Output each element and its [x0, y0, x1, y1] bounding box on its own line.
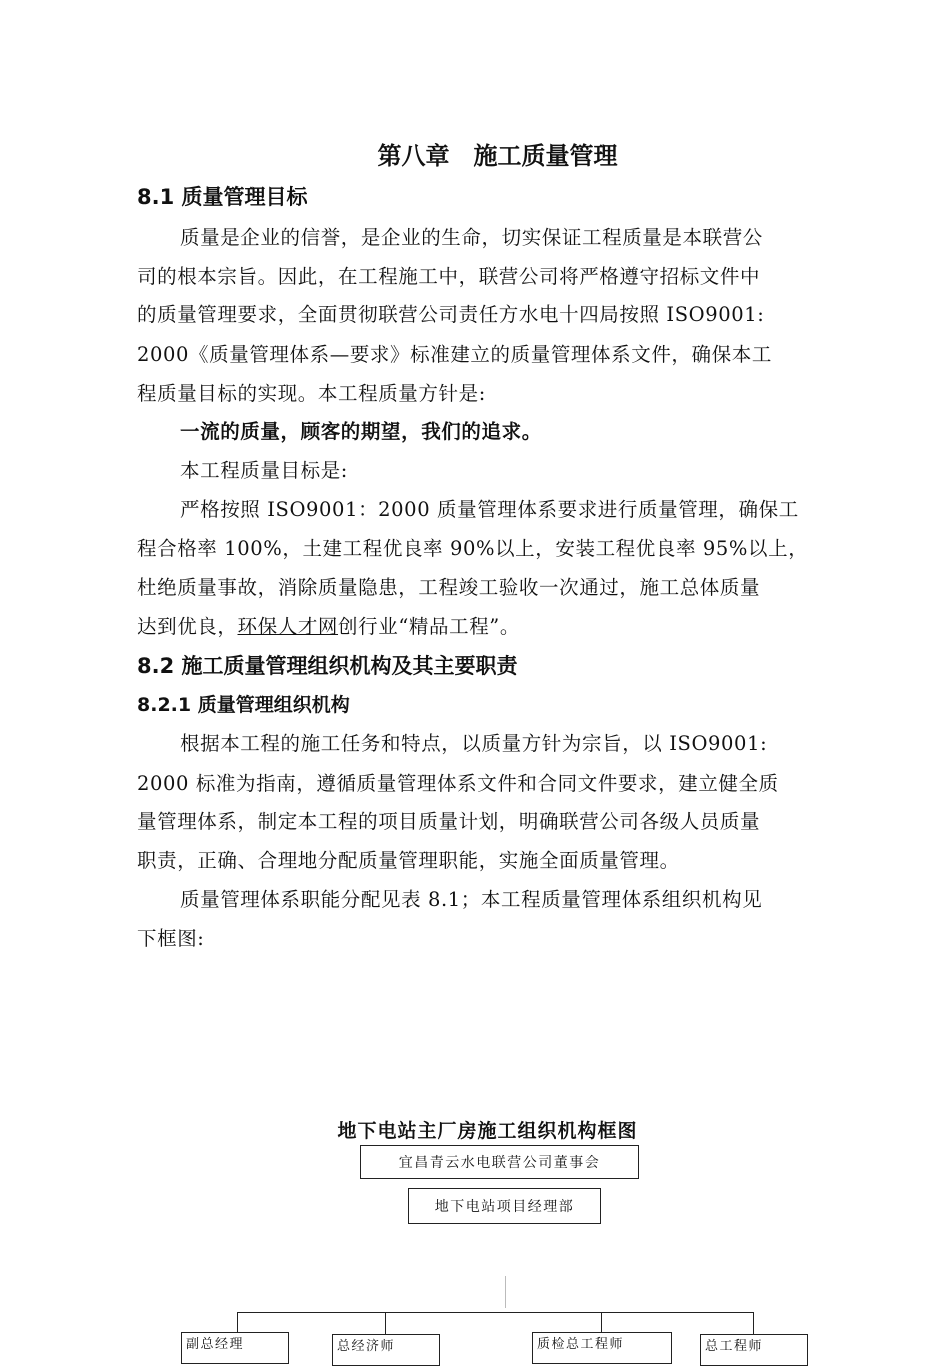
- connector-drop: [753, 1312, 754, 1334]
- section-heading-8-1: 8.1 质量管理目标: [137, 185, 308, 209]
- paragraph-line: 下框图:: [137, 927, 205, 950]
- paragraph-line: 质量管理体系职能分配见表 8.1；本工程质量管理体系组织机构见: [180, 888, 763, 911]
- org-box-project-dept: 地下电站项目经理部: [408, 1188, 601, 1224]
- paragraph-line: 量管理体系，制定本工程的项目质量计划，明确联营公司各级人员质量: [137, 810, 761, 833]
- connector-drop: [237, 1312, 238, 1332]
- org-box-chief-economist: 总经济师: [332, 1334, 440, 1366]
- paragraph-line: 程质量目标的实现。本工程质量方针是:: [137, 382, 486, 405]
- paragraph-line: 2000 标准为指南，遵循质量管理体系文件和合同文件要求，建立健全质: [137, 772, 779, 795]
- paragraph-line: [137, 611, 520, 639]
- paragraph-line: 根据本工程的施工任务和特点，以质量方针为宗旨，以 ISO9001:: [180, 732, 768, 755]
- line-prefix: 达到优良，: [137, 615, 238, 638]
- subsection-heading-8-2-1: 8.2.1 质量管理组织机构: [137, 694, 350, 716]
- org-box-board: 宜昌青云水电联营公司董事会: [360, 1145, 639, 1179]
- org-box-chief-engineer: 总工程师: [700, 1334, 808, 1366]
- connector-vertical: [505, 1276, 506, 1308]
- paragraph-line: 的质量管理要求，全面贯彻联营公司责任方水电十四局按照 ISO9001:: [137, 303, 765, 326]
- paragraph-line: 程合格率 100%，土建工程优良率 90%以上，安装工程优良率 95%以上，: [137, 537, 809, 560]
- paragraph-line: 2000《质量管理体系—要求》标准建立的质量管理体系文件，确保本工: [137, 343, 772, 366]
- paragraph-line: 质量是企业的信誉，是企业的生命，切实保证工程质量是本联营公: [180, 226, 763, 249]
- paragraph-line: 职责，正确、合理地分配质量管理职能，实施全面质量管理。: [137, 849, 680, 872]
- org-box-deputy-gm: 副总经理: [181, 1332, 289, 1364]
- connector-drop: [601, 1312, 602, 1332]
- quality-policy: 一流的质量，顾客的期望，我们的追求。: [180, 420, 542, 443]
- connector-horizontal: [237, 1312, 754, 1313]
- quality-target-label: 本工程质量目标是:: [180, 459, 348, 482]
- connector-drop: [385, 1312, 386, 1334]
- paragraph-line: 杜绝质量事故，消除质量隐患，工程竣工验收一次通过，施工总体质量: [137, 576, 761, 599]
- org-box-qc-chief-engineer: 质检总工程师: [532, 1332, 672, 1364]
- website-link[interactable]: 环保人才网: [237, 615, 339, 638]
- org-chart-title: 地下电站主厂房施工组织机构框图: [337, 1120, 638, 1142]
- line-suffix: 创行业“精品工程”。: [338, 615, 520, 638]
- paragraph-line: 严格按照 ISO9001：2000 质量管理体系要求进行质量管理，确保工: [180, 498, 799, 521]
- chapter-title: 第八章 施工质量管理: [377, 142, 618, 170]
- section-heading-8-2: 8.2 施工质量管理组织机构及其主要职责: [137, 654, 518, 678]
- paragraph-line: 司的根本宗旨。因此，在工程施工中，联营公司将严格遵守招标文件中: [137, 265, 761, 288]
